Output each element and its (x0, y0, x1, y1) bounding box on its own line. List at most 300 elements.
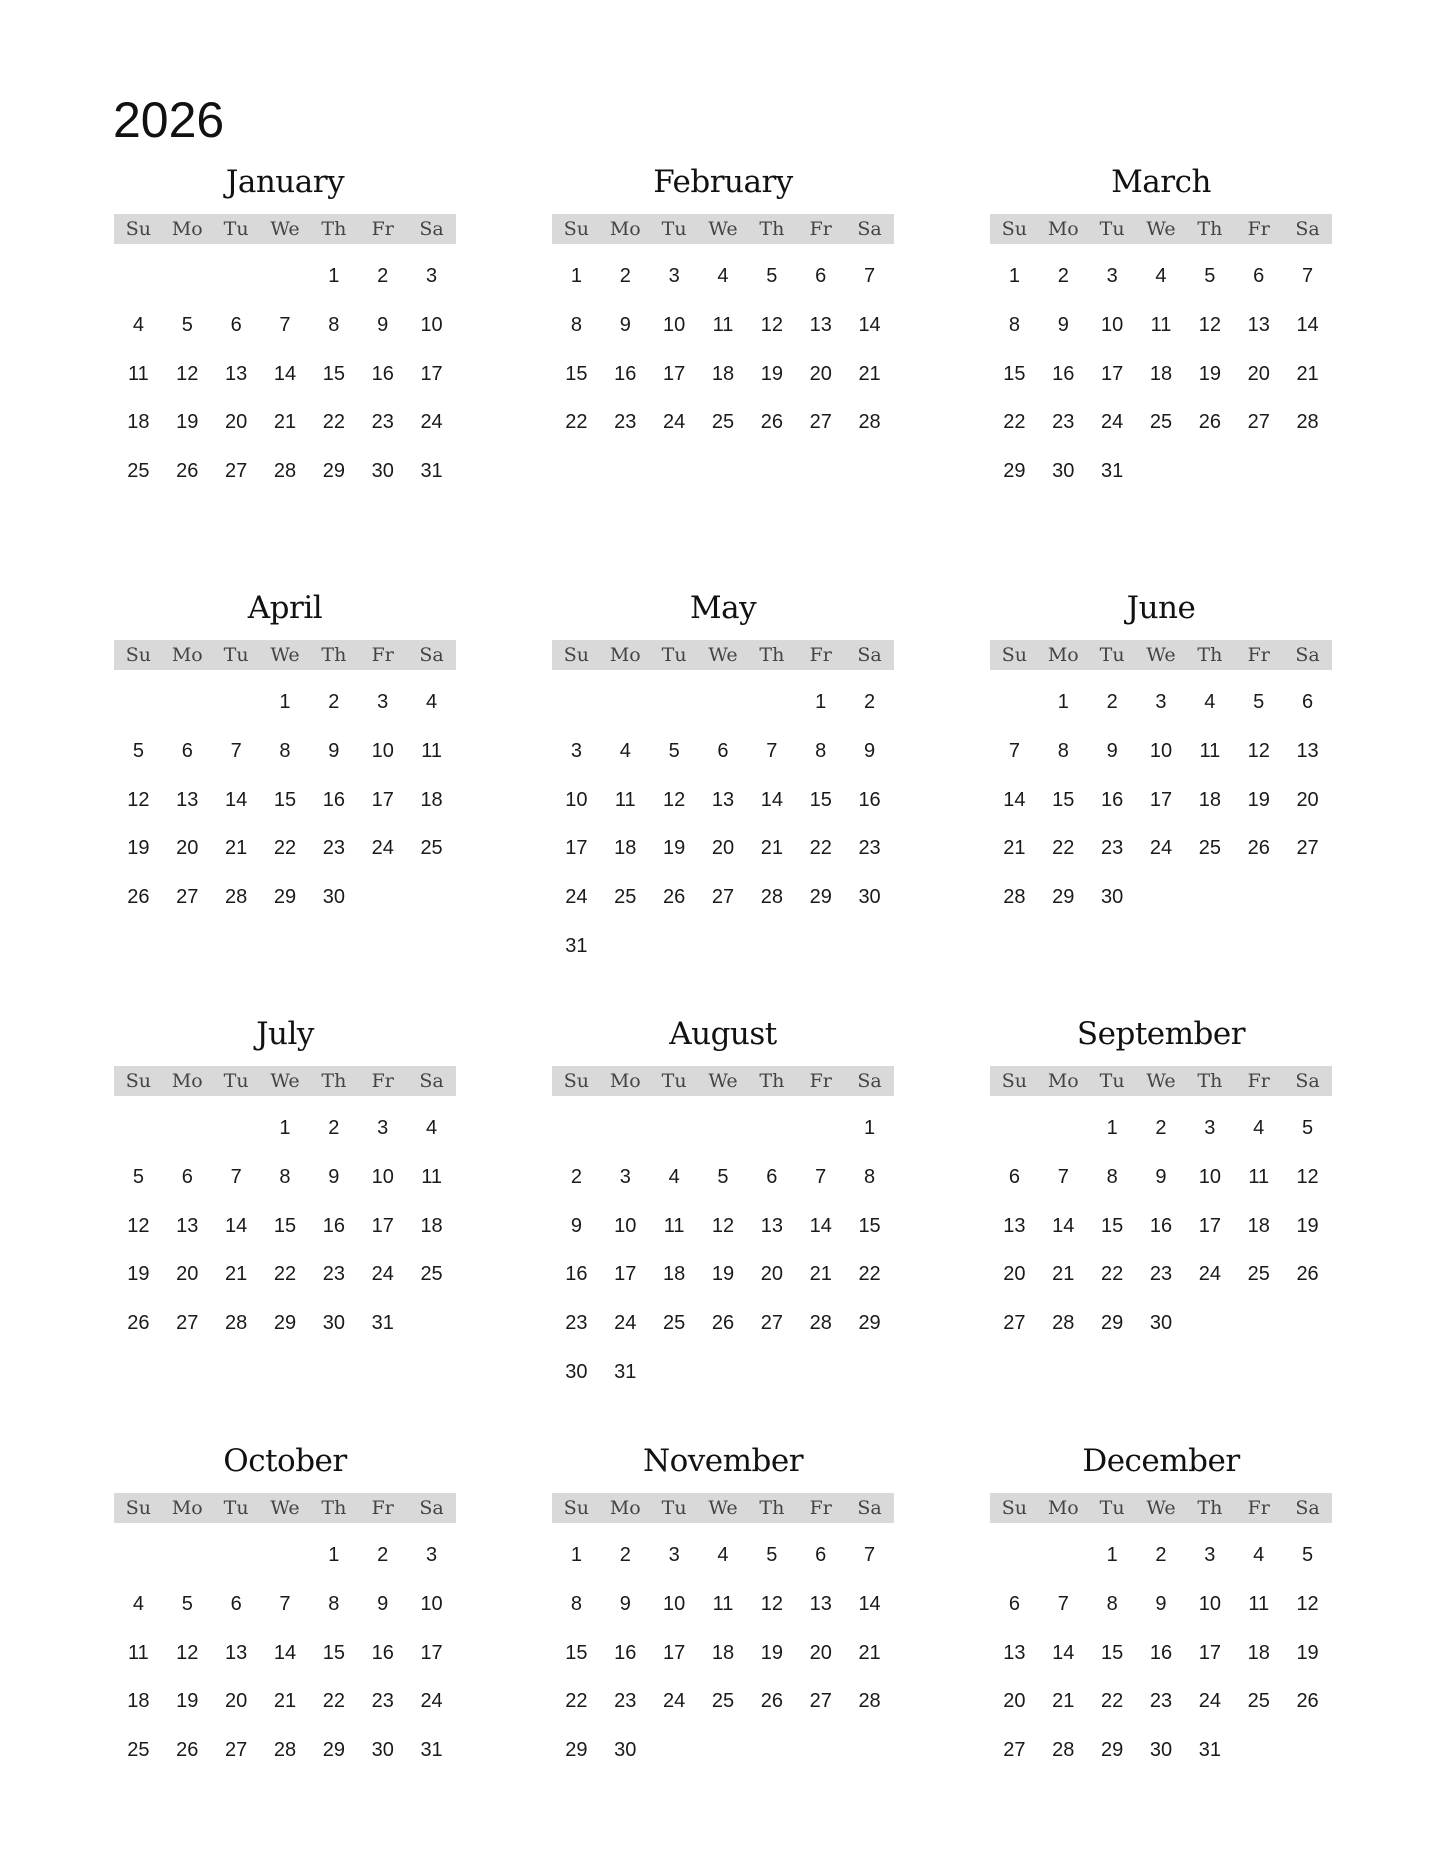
day-cell: 24 (565, 886, 588, 909)
weekday-header-row (552, 1066, 894, 1096)
day-cell: 8 (864, 1165, 876, 1188)
day-cell: 12 (760, 1592, 783, 1615)
month-march (990, 162, 1332, 507)
day-cell: 28 (809, 1312, 832, 1335)
day-cell: 25 (420, 1263, 443, 1286)
day-cell: 25 (127, 1739, 150, 1762)
day-cell: 26 (176, 1739, 199, 1762)
weekday-header-row (990, 214, 1332, 244)
day-cell: 30 (371, 1739, 394, 1762)
day-cell: 17 (1101, 362, 1124, 385)
day-cell: 29 (1101, 1312, 1124, 1335)
day-cell: 30 (565, 1360, 588, 1383)
weekday-label: Fr (371, 1497, 394, 1519)
weekday-label: Tu (1099, 1497, 1125, 1519)
day-cell: 20 (1247, 362, 1270, 385)
month-name: October (223, 1443, 347, 1479)
day-cell: 2 (1155, 1117, 1167, 1139)
day-cell: 12 (1296, 1165, 1319, 1188)
weekday-label: Th (759, 1497, 785, 1519)
weekday-label: Su (1001, 1070, 1028, 1092)
day-cell: 13 (1247, 313, 1270, 336)
day-cell: 31 (420, 460, 443, 483)
day-cell: 19 (1296, 1214, 1319, 1237)
day-cell: 24 (1198, 1263, 1221, 1286)
day-cell: 8 (570, 1592, 582, 1615)
weekday-header-row (990, 1493, 1332, 1523)
day-cell: 25 (663, 1312, 686, 1335)
weekday-label: We (270, 644, 300, 666)
day-cell: 16 (1149, 1214, 1173, 1237)
day-cell: 4 (426, 1117, 438, 1139)
day-cell: 18 (127, 411, 150, 434)
day-cell: 15 (1052, 788, 1075, 811)
year-title: 2026 (113, 92, 225, 148)
day-cell: 9 (1106, 739, 1118, 762)
days-grid (114, 1115, 456, 1359)
day-cell: 27 (225, 460, 248, 483)
day-cell: 8 (815, 739, 827, 762)
day-cell: 23 (858, 837, 881, 860)
day-cell: 27 (1247, 411, 1270, 434)
day-cell: 13 (225, 362, 248, 385)
day-cell: 21 (858, 362, 881, 385)
day-cell: 2 (1106, 691, 1118, 713)
day-cell: 8 (1057, 739, 1069, 762)
weekday-label: Mo (1047, 1497, 1079, 1519)
day-cell: 7 (864, 265, 876, 287)
weekday-label: Su (563, 644, 590, 666)
weekday-label: Mo (609, 1497, 641, 1519)
day-cell: 12 (1247, 739, 1270, 762)
weekday-label: Su (125, 644, 152, 666)
day-cell: 11 (1248, 1165, 1270, 1188)
day-cell: 1 (328, 1544, 340, 1566)
weekday-label: Th (759, 1070, 785, 1092)
day-cell: 3 (1204, 1544, 1216, 1566)
day-cell: 14 (273, 1641, 297, 1664)
day-cell: 16 (371, 362, 394, 385)
month-name: May (689, 590, 757, 626)
day-cell: 26 (663, 886, 686, 909)
day-cell: 6 (815, 265, 827, 287)
weekday-label: Mo (171, 1070, 203, 1092)
day-cell: 27 (176, 1312, 199, 1335)
day-cell: 16 (614, 362, 637, 385)
day-cell: 9 (619, 1592, 631, 1615)
day-cell: 13 (176, 788, 199, 811)
day-cell: 10 (1149, 739, 1173, 762)
month-name: March (1111, 164, 1211, 200)
day-cell: 13 (809, 313, 832, 336)
day-cell: 15 (273, 788, 297, 811)
day-cell: 19 (1247, 788, 1270, 811)
day-cell: 29 (1101, 1739, 1124, 1762)
days-grid (114, 263, 456, 507)
day-cell: 15 (1101, 1214, 1124, 1237)
day-cell: 28 (1296, 411, 1319, 434)
month-name: August (669, 1016, 777, 1052)
day-cell: 14 (225, 788, 248, 811)
day-cell: 8 (279, 739, 291, 762)
day-cell: 27 (760, 1312, 783, 1335)
day-cell: 8 (1106, 1592, 1118, 1615)
days-grid (552, 1115, 894, 1408)
day-cell: 9 (328, 1165, 340, 1188)
weekday-header-row (552, 640, 894, 670)
day-cell: 20 (225, 411, 248, 434)
weekday-label: We (708, 1497, 738, 1519)
day-cell: 2 (619, 1544, 631, 1566)
day-cell: 13 (1296, 739, 1319, 762)
day-cell: 28 (1052, 1312, 1075, 1335)
day-cell: 1 (328, 265, 340, 287)
day-cell: 28 (760, 886, 783, 909)
day-cell: 28 (225, 886, 248, 909)
weekday-label: Tu (1099, 218, 1125, 240)
day-cell: 8 (328, 313, 340, 336)
day-cell: 21 (809, 1263, 832, 1286)
day-cell: 18 (1247, 1641, 1270, 1664)
day-cell: 26 (1198, 411, 1221, 434)
month-may (552, 588, 894, 982)
weekday-label: Sa (419, 644, 444, 666)
day-cell: 9 (1155, 1592, 1167, 1615)
day-cell: 23 (565, 1312, 588, 1335)
weekday-label: Mo (609, 644, 641, 666)
days-grid (552, 689, 894, 982)
weekday-label: Su (1001, 644, 1028, 666)
month-name: April (247, 590, 323, 626)
day-cell: 28 (1052, 1739, 1075, 1762)
weekday-label: We (708, 218, 738, 240)
day-cell: 20 (809, 362, 832, 385)
day-cell: 24 (371, 837, 394, 860)
month-december (990, 1441, 1332, 1786)
day-cell: 8 (328, 1592, 340, 1615)
month-name: July (256, 1016, 314, 1052)
day-cell: 1 (1106, 1117, 1118, 1139)
day-cell: 16 (1149, 1641, 1173, 1664)
day-cell: 7 (815, 1165, 827, 1188)
day-cell: 3 (377, 691, 389, 713)
day-cell: 30 (1149, 1312, 1173, 1335)
day-cell: 4 (1253, 1544, 1265, 1566)
day-cell: 3 (668, 265, 680, 287)
day-cell: 4 (132, 313, 144, 336)
weekday-label: We (270, 218, 300, 240)
weekday-label: Fr (809, 218, 832, 240)
day-cell: 25 (1198, 837, 1221, 860)
day-cell: 9 (619, 313, 631, 336)
day-cell: 15 (1101, 1641, 1124, 1664)
weekday-label: Tu (661, 218, 687, 240)
day-cell: 8 (279, 1165, 291, 1188)
day-cell: 26 (760, 411, 783, 434)
day-cell: 6 (766, 1165, 778, 1188)
day-cell: 1 (1106, 1544, 1118, 1566)
day-cell: 30 (322, 886, 345, 909)
day-cell: 10 (420, 1592, 443, 1615)
day-cell: 30 (371, 460, 394, 483)
day-cell: 12 (176, 362, 199, 385)
weekday-label: We (1146, 1497, 1176, 1519)
day-cell: 4 (1253, 1117, 1265, 1139)
day-cell: 21 (1003, 837, 1026, 860)
weekday-label: Su (563, 218, 590, 240)
weekday-label: Th (1197, 644, 1223, 666)
day-cell: 6 (717, 739, 729, 762)
day-cell: 21 (273, 1690, 297, 1713)
day-cell: 6 (815, 1544, 827, 1566)
day-cell: 5 (1302, 1544, 1314, 1566)
day-cell: 5 (1302, 1117, 1314, 1139)
weekday-label: Tu (223, 1070, 249, 1092)
weekday-label: Tu (1099, 1070, 1125, 1092)
day-cell: 11 (663, 1214, 685, 1237)
day-cell: 21 (1052, 1690, 1075, 1713)
day-cell: 3 (426, 1544, 438, 1566)
weekday-label: Su (563, 1070, 590, 1092)
day-cell: 3 (426, 265, 438, 287)
day-cell: 5 (717, 1165, 729, 1188)
day-cell: 22 (273, 837, 297, 860)
weekday-label: We (1146, 644, 1176, 666)
day-cell: 4 (668, 1165, 680, 1188)
day-cell: 16 (1052, 362, 1075, 385)
weekday-label: Fr (371, 644, 394, 666)
weekday-label: Mo (609, 218, 641, 240)
day-cell: 27 (176, 886, 199, 909)
day-cell: 7 (766, 739, 778, 762)
day-cell: 6 (1253, 265, 1265, 287)
day-cell: 20 (225, 1690, 248, 1713)
day-cell: 11 (421, 739, 442, 762)
day-cell: 3 (1204, 1117, 1216, 1139)
days-grid (552, 1542, 894, 1786)
day-cell: 5 (1253, 691, 1265, 713)
month-april (114, 588, 456, 933)
day-cell: 6 (230, 1592, 242, 1615)
day-cell: 20 (711, 837, 735, 860)
day-cell: 23 (1052, 411, 1075, 434)
day-cell: 7 (1008, 739, 1020, 762)
weekday-label: We (708, 1070, 738, 1092)
day-cell: 31 (565, 934, 588, 957)
weekday-header-row (552, 1493, 894, 1523)
day-cell: 22 (1101, 1690, 1124, 1713)
weekday-label: Th (321, 1497, 347, 1519)
day-cell: 28 (273, 1739, 297, 1762)
day-cell: 30 (1101, 886, 1124, 909)
day-cell: 19 (176, 1690, 199, 1713)
day-cell: 3 (377, 1117, 389, 1139)
day-cell: 4 (717, 1544, 729, 1566)
weekday-label: Th (1197, 1070, 1223, 1092)
day-cell: 23 (322, 1263, 345, 1286)
day-cell: 10 (1198, 1592, 1221, 1615)
weekday-label: Mo (1047, 218, 1079, 240)
weekday-header-row (552, 214, 894, 244)
day-cell: 10 (371, 739, 394, 762)
day-cell: 18 (127, 1690, 150, 1713)
day-cell: 23 (1101, 837, 1124, 860)
day-cell: 22 (273, 1263, 297, 1286)
day-cell: 16 (322, 788, 345, 811)
day-cell: 3 (668, 1544, 680, 1566)
day-cell: 24 (614, 1312, 637, 1335)
weekday-label: Sa (857, 1497, 882, 1519)
weekday-label: Sa (419, 218, 444, 240)
day-cell: 23 (371, 411, 394, 434)
day-cell: 17 (565, 837, 588, 860)
day-cell: 7 (279, 313, 291, 336)
day-cell: 20 (1296, 788, 1319, 811)
day-cell: 15 (565, 362, 588, 385)
day-cell: 1 (570, 1544, 582, 1566)
day-cell: 17 (1198, 1214, 1221, 1237)
day-cell: 2 (864, 691, 876, 713)
weekday-label: Th (321, 218, 347, 240)
day-cell: 30 (858, 886, 881, 909)
day-cell: 21 (225, 837, 248, 860)
day-cell: 29 (273, 1312, 297, 1335)
day-cell: 11 (128, 362, 149, 385)
weekday-label: Su (1001, 1497, 1028, 1519)
day-cell: 4 (132, 1592, 144, 1615)
day-cell: 2 (328, 1117, 340, 1139)
day-cell: 7 (864, 1544, 876, 1566)
day-cell: 6 (181, 739, 193, 762)
days-grid (990, 1115, 1332, 1359)
month-name: November (642, 1443, 804, 1479)
day-cell: 15 (1003, 362, 1026, 385)
day-cell: 12 (127, 1214, 150, 1237)
day-cell: 19 (760, 362, 783, 385)
day-cell: 19 (1198, 362, 1221, 385)
month-name: September (1076, 1016, 1246, 1052)
day-cell: 14 (1052, 1214, 1075, 1237)
day-cell: 16 (371, 1641, 394, 1664)
weekday-label: Sa (1295, 1497, 1320, 1519)
day-cell: 19 (711, 1263, 735, 1286)
weekday-label: Sa (1295, 218, 1320, 240)
day-cell: 5 (766, 1544, 778, 1566)
day-cell: 11 (712, 1592, 734, 1615)
weekday-label: Sa (857, 1070, 882, 1092)
day-cell: 30 (1149, 1739, 1173, 1762)
weekday-label: Mo (171, 218, 203, 240)
day-cell: 17 (420, 362, 443, 385)
day-cell: 11 (128, 1641, 149, 1664)
day-cell: 14 (858, 1592, 881, 1615)
day-cell: 29 (858, 1312, 881, 1335)
day-cell: 22 (565, 1690, 588, 1713)
day-cell: 5 (668, 739, 680, 762)
day-cell: 28 (225, 1312, 248, 1335)
weekday-label: Fr (1247, 1497, 1270, 1519)
month-name: June (1126, 590, 1196, 626)
weekday-label: We (270, 1070, 300, 1092)
day-cell: 25 (127, 460, 150, 483)
days-grid (552, 263, 894, 458)
day-cell: 11 (421, 1165, 442, 1188)
day-cell: 20 (1003, 1690, 1026, 1713)
day-cell: 13 (809, 1592, 832, 1615)
day-cell: 26 (1247, 837, 1270, 860)
day-cell: 11 (1248, 1592, 1270, 1615)
day-cell: 31 (614, 1360, 637, 1383)
day-cell: 18 (663, 1263, 686, 1286)
day-cell: 5 (132, 739, 144, 762)
day-cell: 25 (1149, 411, 1173, 434)
day-cell: 27 (809, 1690, 832, 1713)
day-cell: 25 (1247, 1263, 1270, 1286)
day-cell: 2 (1155, 1544, 1167, 1566)
month-october (114, 1441, 456, 1786)
day-cell: 16 (614, 1641, 637, 1664)
weekday-label: We (1146, 218, 1176, 240)
day-cell: 5 (132, 1165, 144, 1188)
day-cell: 11 (1199, 739, 1221, 762)
day-cell: 9 (377, 1592, 389, 1615)
day-cell: 19 (1296, 1641, 1319, 1664)
day-cell: 17 (663, 1641, 686, 1664)
day-cell: 1 (279, 691, 291, 713)
month-september (990, 1014, 1332, 1359)
day-cell: 6 (1008, 1592, 1020, 1615)
day-cell: 13 (225, 1641, 248, 1664)
day-cell: 28 (858, 1690, 881, 1713)
day-cell: 23 (1149, 1263, 1173, 1286)
day-cell: 10 (1101, 313, 1124, 336)
day-cell: 7 (230, 739, 242, 762)
day-cell: 6 (1302, 691, 1314, 713)
day-cell: 26 (760, 1690, 783, 1713)
day-cell: 22 (1052, 837, 1075, 860)
month-name: January (225, 164, 345, 200)
month-name: February (653, 164, 793, 200)
day-cell: 25 (420, 837, 443, 860)
day-cell: 14 (760, 788, 783, 811)
weekday-header-row (114, 1066, 456, 1096)
day-cell: 7 (1057, 1592, 1069, 1615)
day-cell: 5 (181, 313, 193, 336)
day-cell: 23 (322, 837, 345, 860)
day-cell: 2 (570, 1165, 582, 1188)
day-cell: 20 (176, 837, 199, 860)
day-cell: 14 (1003, 788, 1026, 811)
day-cell: 19 (663, 837, 686, 860)
day-cell: 17 (663, 362, 686, 385)
day-cell: 9 (377, 313, 389, 336)
day-cell: 9 (570, 1214, 582, 1237)
month-january (114, 162, 456, 507)
weekday-label: Tu (1099, 644, 1125, 666)
day-cell: 20 (1003, 1263, 1026, 1286)
day-cell: 10 (614, 1214, 637, 1237)
day-cell: 1 (1008, 265, 1020, 287)
day-cell: 14 (273, 362, 297, 385)
day-cell: 22 (322, 411, 345, 434)
day-cell: 17 (614, 1263, 637, 1286)
month-november (552, 1441, 894, 1786)
day-cell: 5 (766, 265, 778, 287)
weekday-label: Mo (171, 644, 203, 666)
day-cell: 7 (230, 1165, 242, 1188)
day-cell: 5 (1204, 265, 1216, 287)
weekday-label: Sa (419, 1070, 444, 1092)
